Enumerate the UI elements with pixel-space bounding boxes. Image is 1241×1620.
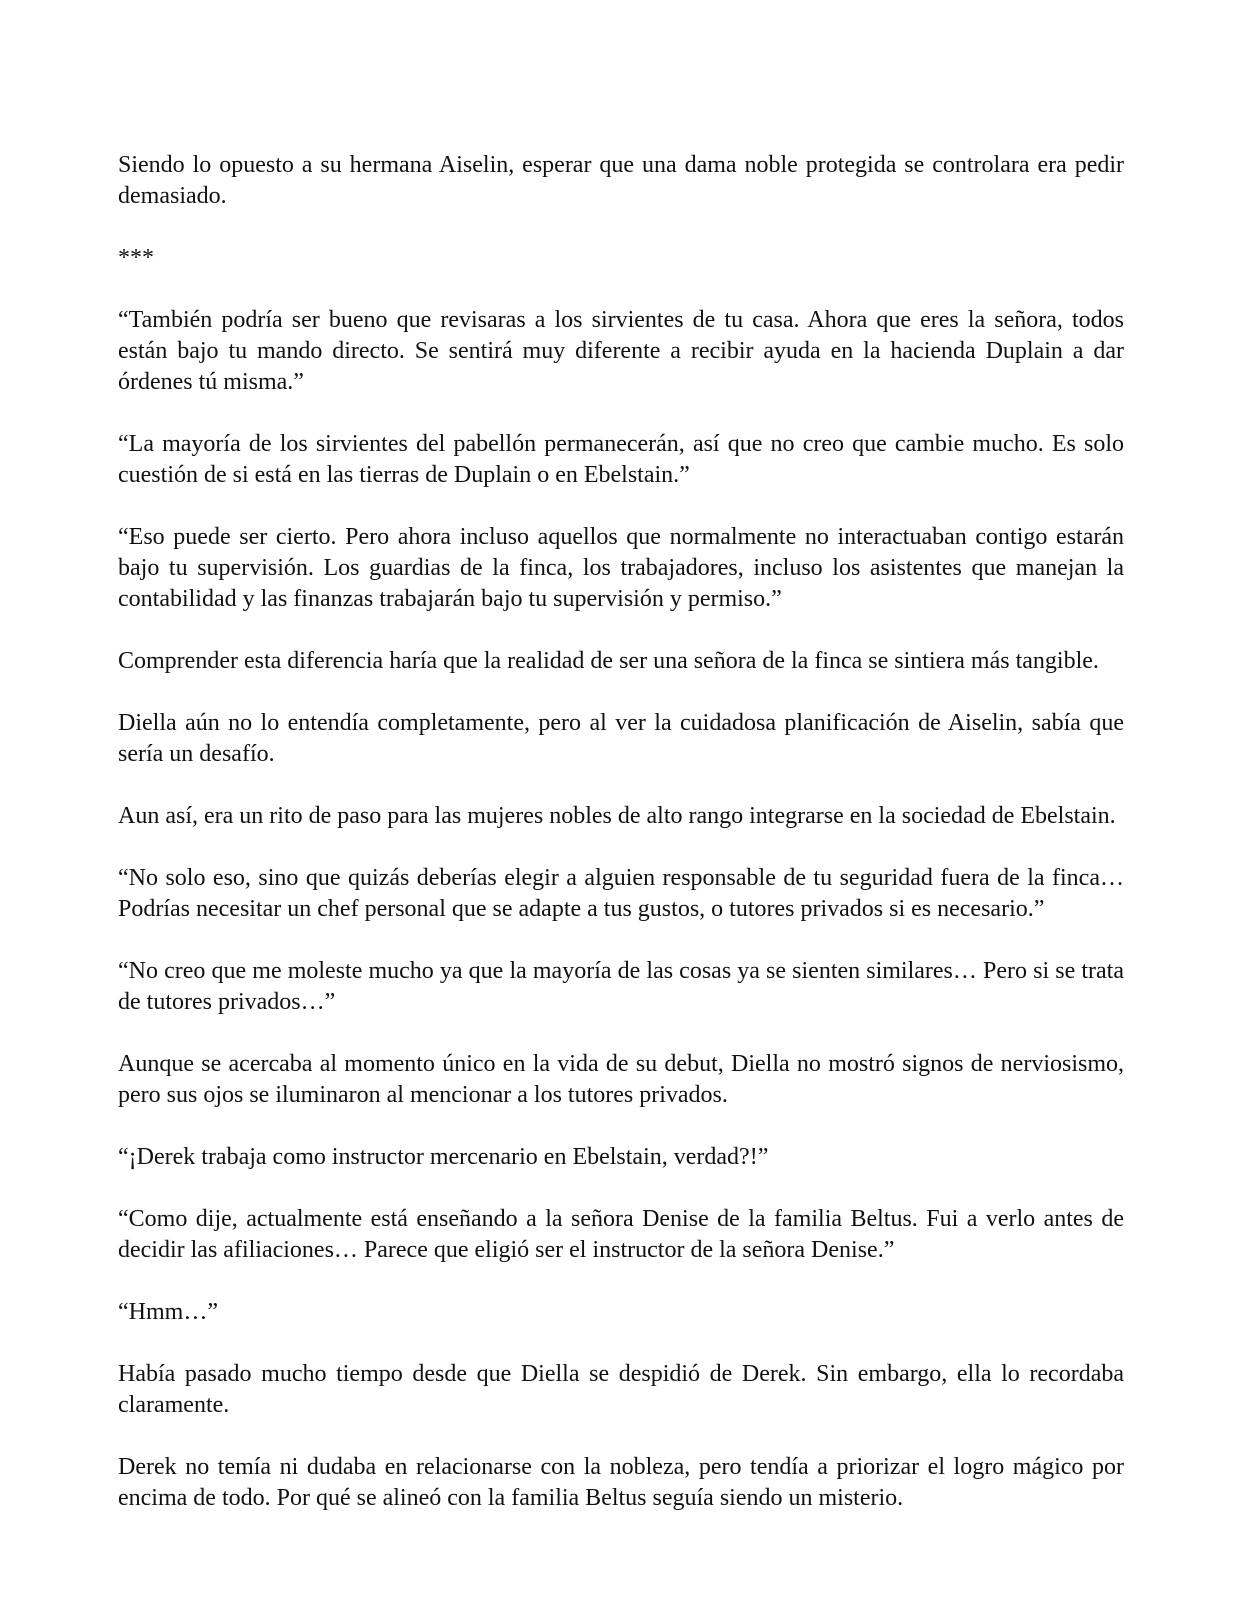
paragraph-9: “No solo eso, sino que quizás deberías elegir a alguien responsable de tu seguridad fuera de la finca… Podrías necesitar un chef personal que se adapte a tus gustos, o tutores privados si es necesario.”	[118, 865, 1124, 922]
scene-break: ***	[118, 245, 154, 271]
paragraph-12: “¡Derek trabaja como instructor mercenario en Ebelstain, verdad?!”	[118, 1144, 769, 1170]
paragraph-5: “Eso puede ser cierto. Pero ahora incluso aquellos que normalmente no interactuaban contigo estarán bajo tu supervisión. Los guardias de la finca, los trabajadores, incluso los asistentes que manejan la contabilidad y las finanzas trabajarán bajo tu supervisión y permiso.”	[118, 524, 1124, 612]
document-body	[118, 150, 1124, 1514]
paragraph-3: “También podría ser bueno que revisaras a los sirvientes de tu casa. Ahora que eres la señora, todos están bajo tu mando directo. Se sentirá muy diferente a recibir ayuda en la hacienda Duplain a dar órdenes tú misma.”	[118, 307, 1124, 395]
paragraph-4: “La mayoría de los sirvientes del pabellón permanecerán, así que no creo que cambie mucho. Es solo cuestión de si está en las tierras de Duplain o en Ebelstain.”	[118, 431, 1124, 488]
paragraph-6: Comprender esta diferencia haría que la realidad de ser una señora de la finca se sintiera más tangible.	[118, 648, 1099, 674]
paragraph-14: “Hmm…”	[118, 1299, 218, 1325]
paragraph-16: Derek no temía ni dudaba en relacionarse con la nobleza, pero tendía a priorizar el logro mágico por encima de todo. Por qué se alineó con la familia Beltus seguía siendo un misterio.	[118, 1454, 1124, 1511]
paragraph-11: Aunque se acercaba al momento único en la vida de su debut, Diella no mostró signos de nerviosismo, pero sus ojos se iluminaron al mencionar a los tutores privados.	[118, 1051, 1124, 1108]
paragraph-10: “No creo que me moleste mucho ya que la mayoría de las cosas ya se sienten similares… Pero si se trata de tutores privados…”	[118, 958, 1124, 1015]
paragraph-8: Aun así, era un rito de paso para las mujeres nobles de alto rango integrarse en la sociedad de Ebelstain.	[118, 803, 1116, 829]
paragraph-1: Siendo lo opuesto a su hermana Aiselin, esperar que una dama noble protegida se controlara era pedir demasiado.	[118, 152, 1124, 209]
paragraph-7: Diella aún no lo entendía completamente, pero al ver la cuidadosa planificación de Aiselin, sabía que sería un desafío.	[118, 710, 1124, 767]
paragraph-15: Había pasado mucho tiempo desde que Diella se despidió de Derek. Sin embargo, ella lo recordaba claramente.	[118, 1361, 1124, 1418]
paragraph-13: “Como dije, actualmente está enseñando a la señora Denise de la familia Beltus. Fui a verlo antes de decidir las afiliaciones… Parece que eligió ser el instructor de la señora Denise.”	[118, 1206, 1124, 1263]
